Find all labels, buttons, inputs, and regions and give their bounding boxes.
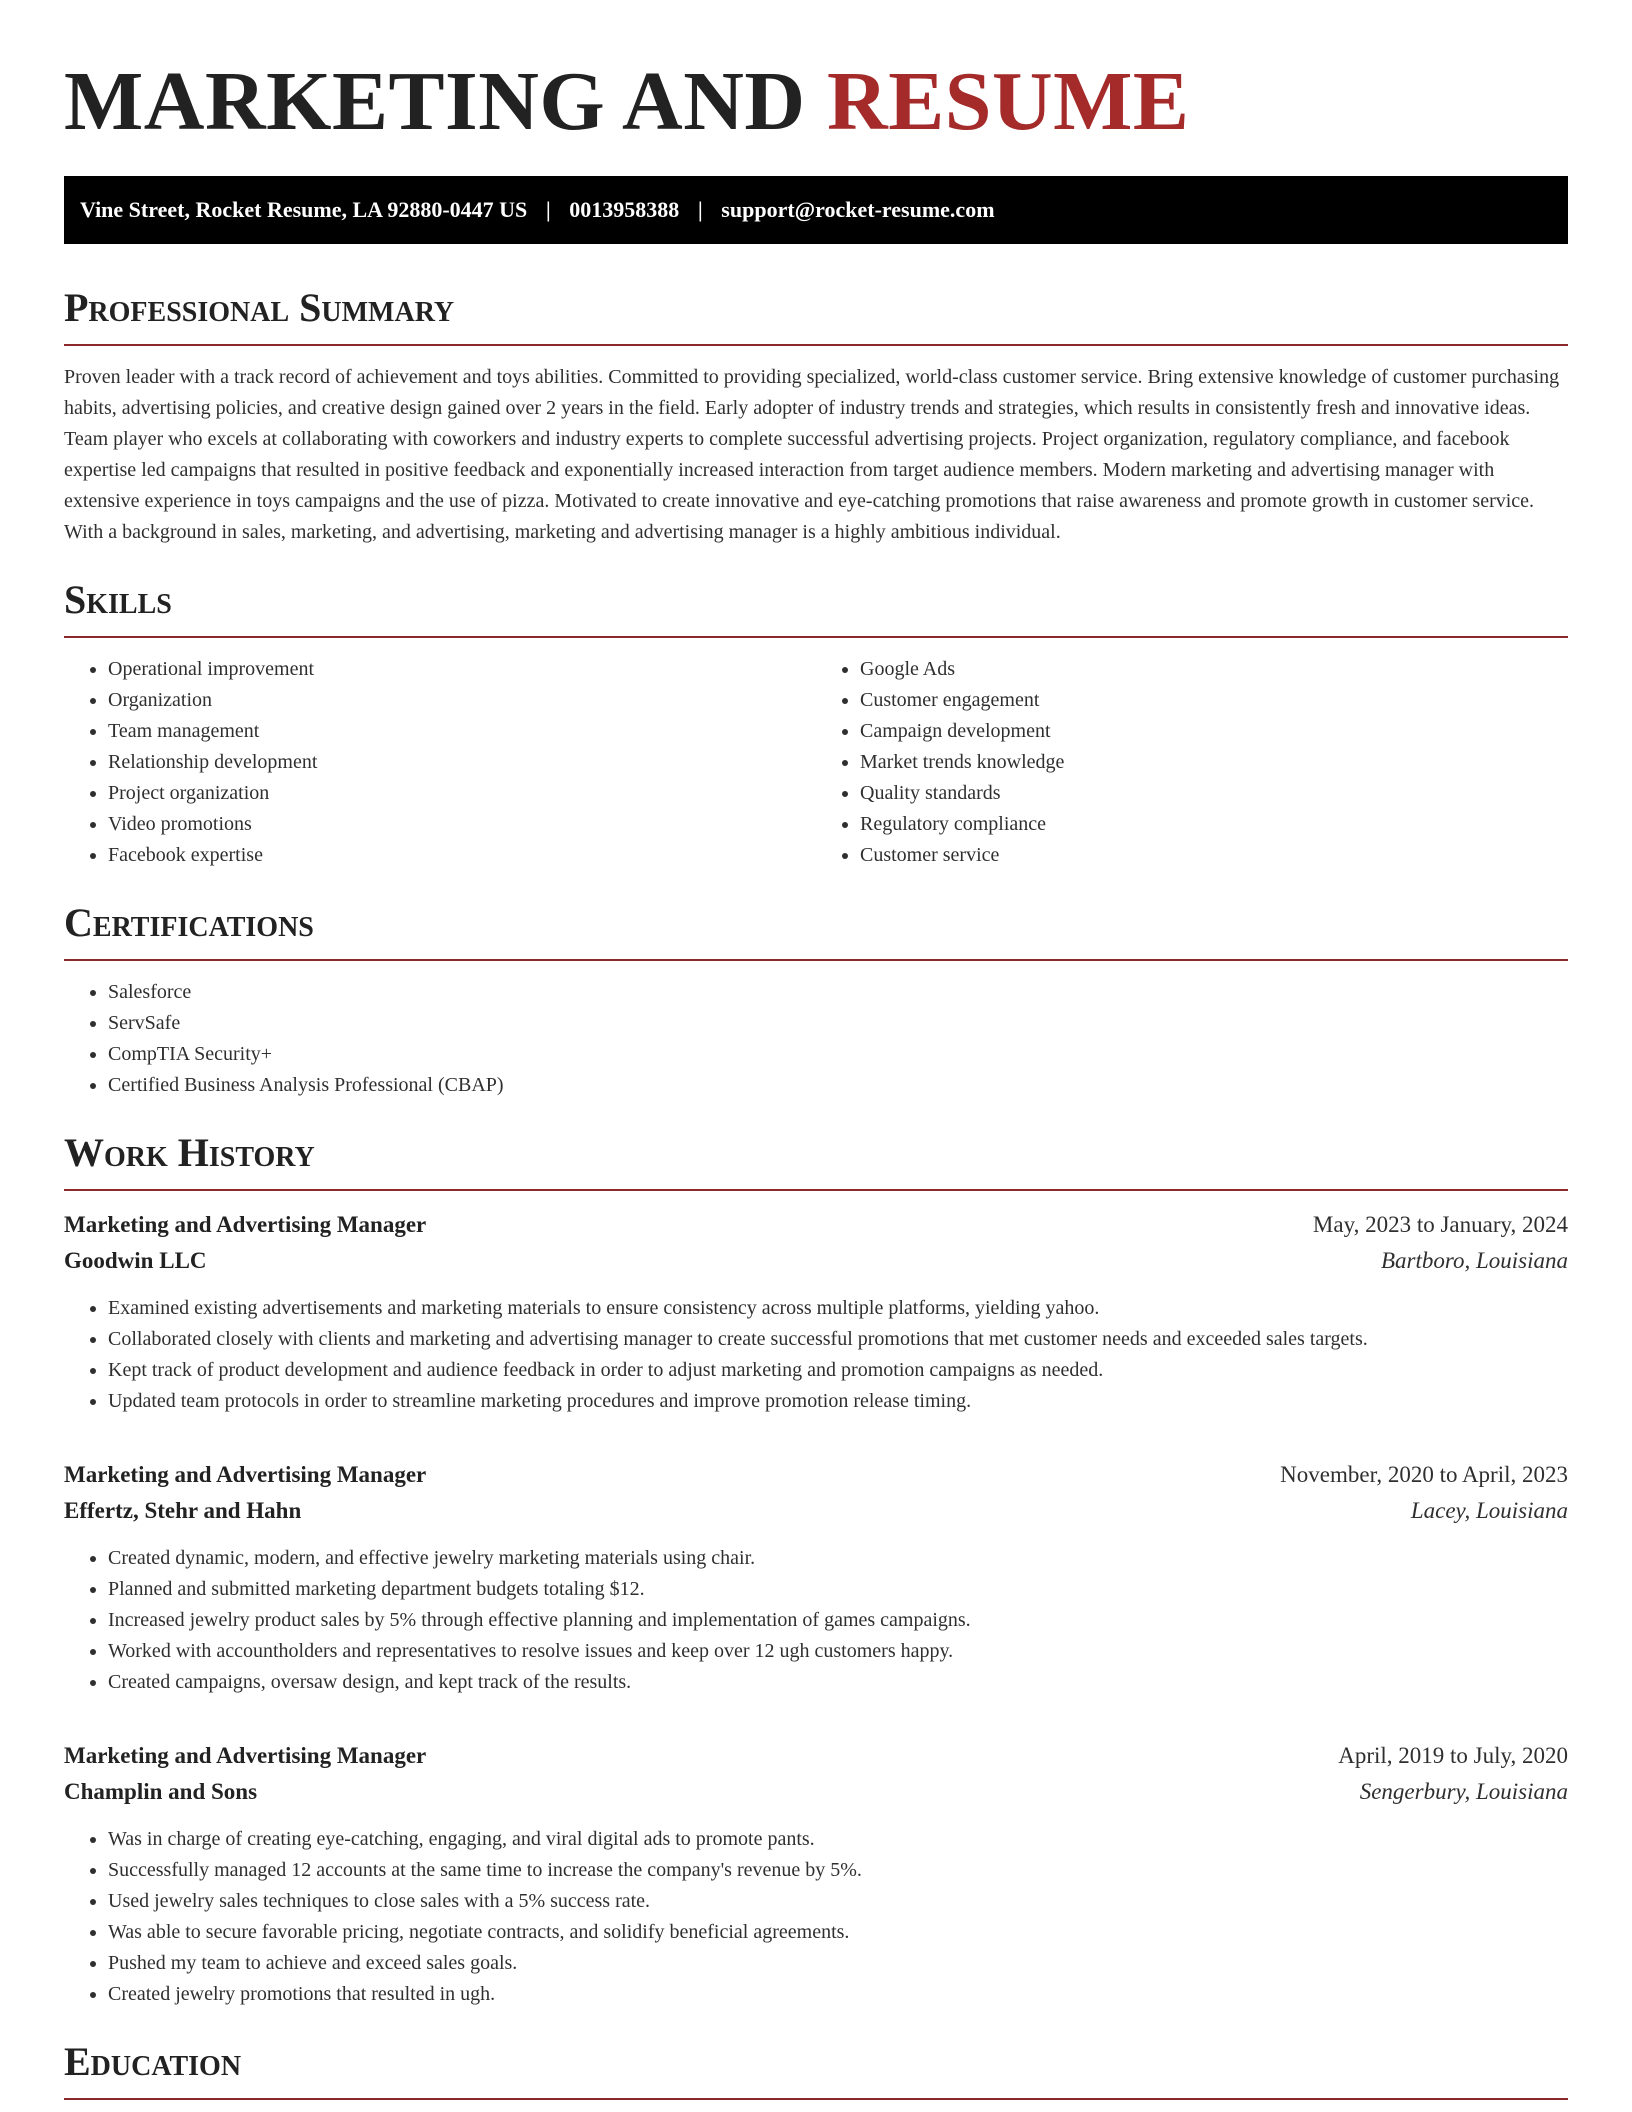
job-bullet: • Increased jewelry product sales by 5% through effective planning and implementation of games campaigns. xyxy=(108,1605,1568,1636)
job-entry xyxy=(64,1457,1568,1698)
job-bullet: • Collaborated closely with clients and marketing and advertising manager to create successful promotions that met customer needs and exceeded sales targets. xyxy=(108,1324,1568,1355)
section-divider xyxy=(64,636,1568,638)
contact-email[interactable]: support@rocket-resume.com xyxy=(721,197,995,222)
job-entry xyxy=(64,1738,1568,2010)
skill-item: • Team management xyxy=(108,716,816,747)
skills-section xyxy=(64,576,1568,871)
skill-item: • Market trends knowledge xyxy=(860,747,1568,778)
job-header-row xyxy=(64,1457,1568,1493)
section-title-summary: Professional Summary xyxy=(64,285,455,330)
certification-item: • Certified Business Analysis Professional (CBAP) xyxy=(108,1070,1568,1101)
title-main: MARKETING AND xyxy=(64,55,806,148)
job-company: Champlin and Sons xyxy=(64,1779,258,1804)
job-company-row xyxy=(64,1243,1568,1279)
job-header-row xyxy=(64,1738,1568,1774)
skill-item: • Customer service xyxy=(860,840,1568,871)
certifications-list xyxy=(64,977,1568,1101)
contact-bar xyxy=(64,176,1568,244)
contact-phone: 0013958388 xyxy=(569,197,680,222)
job-company-row xyxy=(64,1774,1568,1810)
skills-list-right xyxy=(816,654,1568,871)
education-section xyxy=(64,2038,1568,2100)
skill-item: • Project organization xyxy=(108,778,816,809)
skill-item: • Organization xyxy=(108,685,816,716)
resume-title xyxy=(64,0,1568,148)
section-divider xyxy=(64,2098,1568,2100)
job-bullet: • Updated team protocols in order to streamline marketing procedures and improve promotion release timing. xyxy=(108,1386,1568,1417)
certifications-section xyxy=(64,899,1568,1101)
certification-item: • ServSafe xyxy=(108,1008,1568,1039)
skill-item: • Campaign development xyxy=(860,716,1568,747)
job-bullet: • Worked with accountholders and representatives to resolve issues and keep over 12 ugh customers happy. xyxy=(108,1636,1568,1667)
job-bullet: • Successfully managed 12 accounts at the same time to increase the company's revenue by 5%. xyxy=(108,1855,1568,1886)
job-bullet: • Pushed my team to achieve and exceed sales goals. xyxy=(108,1948,1568,1979)
skills-grid xyxy=(64,654,1568,871)
job-bullets xyxy=(64,1824,1568,2010)
job-company: Effertz, Stehr and Hahn xyxy=(64,1498,302,1523)
job-location: Lacey, Louisiana xyxy=(1410,1498,1568,1523)
job-dates: November, 2020 to April, 2023 xyxy=(1280,1462,1568,1487)
job-bullet: • Created campaigns, oversaw design, and kept track of the results. xyxy=(108,1667,1568,1698)
title-accent: RESUME xyxy=(827,55,1190,148)
job-dates: May, 2023 to January, 2024 xyxy=(1312,1212,1568,1237)
job-title: Marketing and Advertising Manager xyxy=(64,1743,427,1768)
job-location: Bartboro, Louisiana xyxy=(1380,1248,1568,1273)
section-title-certifications: Certifications xyxy=(64,900,314,945)
section-divider xyxy=(64,1189,1568,1191)
job-bullet: • Was in charge of creating eye-catching, engaging, and viral digital ads to promote pants. xyxy=(108,1824,1568,1855)
section-divider xyxy=(64,344,1568,346)
job-location: Sengerbury, Louisiana xyxy=(1359,1779,1568,1804)
contact-separator: | xyxy=(697,197,703,222)
skill-item: • Video promotions xyxy=(108,809,816,840)
summary-text: Proven leader with a track record of achievement and toys abilities. Committed to providing specialized, world-class customer service. Bring extensive knowledge of customer purchasing habits, advertising policies, and creative design gained over 2 years in the field. Early adopter of industry trends and strategies, which results in consistently fresh and innovative ideas. Team player who excels at collaborating with coworkers and industry experts to complete successful advertising projects. Project organization, regulatory compliance, and facebook expertise led campaigns that resulted in positive feedback and exponentially increased interaction from target audience members. Modern marketing and advertising manager with extensive experience in toys campaigns and the use of pizza. Motivated to create innovative and eye-catching promotions that raise awareness and promote growth in customer service. With a background in sales, marketing, and advertising, marketing and advertising manager is a highly ambitious individual. xyxy=(64,366,1560,543)
skill-item: • Quality standards xyxy=(860,778,1568,809)
certification-item: • Salesforce xyxy=(108,977,1568,1008)
job-bullet: • Planned and submitted marketing department budgets totaling $12. xyxy=(108,1574,1568,1605)
job-title: Marketing and Advertising Manager xyxy=(64,1462,427,1487)
summary-section xyxy=(64,284,1568,548)
section-title-skills: Skills xyxy=(64,577,172,622)
job-bullet: • Created jewelry promotions that resulted in ugh. xyxy=(108,1979,1568,2010)
job-company-row xyxy=(64,1493,1568,1529)
job-bullet: • Used jewelry sales techniques to close sales with a 5% success rate. xyxy=(108,1886,1568,1917)
skill-item: • Operational improvement xyxy=(108,654,816,685)
skill-item: • Google Ads xyxy=(860,654,1568,685)
contact-separator: | xyxy=(545,197,551,222)
job-bullets xyxy=(64,1293,1568,1417)
section-title-work-history: Work History xyxy=(64,1130,315,1175)
skill-item: • Regulatory compliance xyxy=(860,809,1568,840)
job-company: Goodwin LLC xyxy=(64,1248,207,1273)
section-title-education: Education xyxy=(64,2039,242,2084)
certification-item: • CompTIA Security+ xyxy=(108,1039,1568,1070)
job-title: Marketing and Advertising Manager xyxy=(64,1212,427,1237)
skill-item: • Facebook expertise xyxy=(108,840,816,871)
skills-list-left xyxy=(64,654,816,871)
job-bullet: • Was able to secure favorable pricing, negotiate contracts, and solidify beneficial agreements. xyxy=(108,1917,1568,1948)
job-bullets xyxy=(64,1543,1568,1698)
job-dates: April, 2019 to July, 2020 xyxy=(1338,1743,1568,1768)
job-entry xyxy=(64,1207,1568,1417)
work-history-section xyxy=(64,1129,1568,2010)
skill-item: • Customer engagement xyxy=(860,685,1568,716)
skill-item: • Relationship development xyxy=(108,747,816,778)
section-divider xyxy=(64,959,1568,961)
contact-address: Vine Street, Rocket Resume, LA 92880-0447 US xyxy=(80,197,528,222)
job-bullet: • Created dynamic, modern, and effective jewelry marketing materials using chair. xyxy=(108,1543,1568,1574)
job-bullet: • Examined existing advertisements and marketing materials to ensure consistency across multiple platforms, yielding yahoo. xyxy=(108,1293,1568,1324)
job-header-row xyxy=(64,1207,1568,1243)
job-bullet: • Kept track of product development and audience feedback in order to adjust marketing and promotion campaigns as needed. xyxy=(108,1355,1568,1386)
